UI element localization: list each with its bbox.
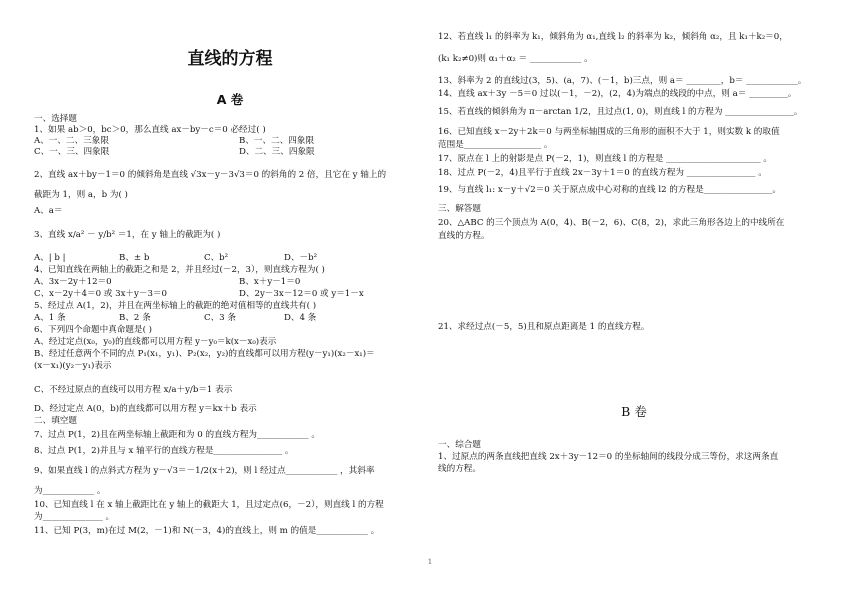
question-5-option-b: B、2 条: [119, 313, 151, 323]
question-3: 3、直线 x/a² － y/b² ＝1，在 y 轴上的截距为( ): [34, 230, 221, 240]
question-1-option-a: A、一、二、三象限: [34, 136, 109, 146]
question-17: 17、原点在 l 上的射影是点 P(－2，1)，则直线 l 的方程是 ______________________ 。: [438, 154, 772, 164]
question-20: 20、△ABC 的三个顶点为 A(0，4)、B(－2，6)、C(8，2)，求此三角形各边上的中线所在: [438, 218, 785, 228]
question-2: 2、直线 ax＋by－1＝0 的倾斜角是直线 √3x－y－3√3＝0 的斜角的 2 倍，且它在 y 轴上的: [34, 170, 387, 180]
question-16-cont: 范围是__________________ 。: [438, 140, 553, 150]
question-5-option-c: C、3 条: [204, 313, 236, 323]
question-6: 6、下列四个命题中真命题是( ): [34, 325, 153, 335]
question-3-option-b: B、± b: [119, 253, 150, 263]
page-title: 直线的方程: [187, 49, 273, 69]
question-4-option-a: A、3x－2y＋12＝0: [34, 277, 112, 287]
question-4-option-d: D、2y－3x－12＝0 或 y＝1－x: [239, 289, 364, 299]
section-a-title: A 卷: [216, 92, 244, 107]
page-number: 1: [427, 558, 433, 566]
question-19: 19、与直线 l₁: x－y＋√2＝0 关于原点成中心对称的直线 l2 的方程是________________。: [438, 185, 782, 195]
question-9: 9、如果直线 l 的点斜式方程为 y－√3＝－1/2(x＋2)，则 l 经过点____________ ，其斜率: [34, 466, 375, 476]
question-5-option-a: A、1 条: [34, 313, 66, 323]
question-7: 7、过点 P(1，2)且在两坐标轴上截距和为 0 的直线方程为____________ 。: [34, 430, 320, 440]
question-16: 16、已知直线 x－2y＋2k＝0 与两坐标轴围成的三角形的面积不大于 1，则实数 k 的取值: [438, 127, 780, 137]
question-15: 15、若直线的倾斜角为 π－arctan 1/2，且过点(1, 0)，则直线 l 的方程为 ________________。: [438, 107, 803, 117]
question-10-cont: 为______________ 。: [34, 512, 115, 522]
question-b1-cont: 线的方程。: [438, 464, 481, 474]
question-6-option-c: C、不经过原点的直线可以用方程 x/a＋y/b＝1 表示: [34, 385, 233, 395]
question-1-option-b: B、一、二、四象限: [239, 136, 315, 146]
question-14: 14、直线 ax＋3y －5＝0 过以(－1，－2)，(2，4)为端点的线段的中点，则 a＝ _________。: [438, 89, 797, 99]
question-9-cont: 为____________ 。: [34, 486, 106, 496]
question-6-option-b-cont: (x－x₁)(y₂－y₁)表示: [34, 361, 112, 371]
question-1: 1、如果 ab＞0，bc＞0，那么直线 ax－by－c＝0 必经过( ): [34, 125, 266, 135]
question-b1: 1、过原点的两条直线把直线 2x＋3y－12＝0 的坐标轴间的线段分成三等份，求这两条直: [438, 452, 779, 462]
question-12: 12、若直线 l₁ 的斜率为 k₁，倾斜角为 α₁,直线 l₂ 的斜率为 k₂，倾斜角 α₂，且 k₁＋k₂＝0，: [438, 32, 788, 42]
question-6-option-b: B、经过任意两个不同的点 P₁(x₁，y₁)、P₂(x₂，y₂)的直线都可以用方程(y－y₁)(x₂－x₁)＝: [34, 349, 375, 359]
question-18: 18、过点 P(－2，4)且平行于直线 2x－3y＋1＝0 的直线方程为 ________________ 。: [438, 168, 767, 178]
question-4-option-c: C、x－2y＋4＝0 或 3x＋y－3＝0: [34, 289, 167, 299]
question-13: 13、斜率为 2 的直线过(3，5)、(a，7)、(－1，b)三点，则 a＝ ________，b＝ ____________。: [438, 76, 807, 86]
section-heading-comprehensive: 一、综合题: [438, 440, 481, 450]
question-4-option-b: B、x＋y－1＝0: [239, 277, 301, 287]
question-12-cont: (k₁ k₂≠0)则 α₁＋α₂ ＝ ____________ 。: [438, 54, 593, 64]
section-b-title: B 卷: [621, 404, 647, 419]
question-11: 11、已知 P(3，m)在过 M(2，－1)和 N(－3，4)的直线上，则 m 的值是____________ 。: [34, 526, 380, 536]
question-5: 5、经过点 A(1，2)，并且在两坐标轴上的截距的绝对值相等的直线共有( ): [34, 301, 317, 311]
question-4: 4、已知直线在两轴上的截距之和是 2，并且经过(－2，3），则直线方程为( ): [34, 265, 325, 275]
question-6-option-d: D、经过定点 A(0，b)的直线都可以用方程 y＝kx＋b 表示: [34, 404, 257, 414]
section-heading-fill: 二、填空题: [34, 416, 77, 426]
question-20-cont: 直线的方程。: [438, 231, 490, 241]
question-3-option-d: D、－b²: [284, 253, 318, 263]
question-21: 21、求经过点(－5，5)且和原点距离是 1 的直线方程。: [438, 322, 650, 332]
question-5-option-d: D、4 条: [284, 313, 317, 323]
section-heading-answer: 三、解答题: [438, 204, 481, 214]
question-8: 8、过点 P(1，2)并且与 x 轴平行的直线方程是________________ 。: [34, 446, 294, 456]
question-2-cont: 截距为 1，则 a，b 为( ): [34, 190, 128, 200]
question-6-option-a: A、经过定点(x₀，y₀)的直线都可以用方程 y－y₀＝k(x－x₀)表示: [34, 337, 277, 347]
question-1-option-d: D、二、三、四象限: [239, 147, 315, 157]
question-2-option-a: A、a＝: [34, 206, 63, 216]
question-1-option-c: C、一、三、四象限: [34, 147, 110, 157]
question-3-option-c: C、b²: [204, 253, 229, 263]
question-10: 10、已知直线 l 在 x 轴上截距比在 y 轴上的截距大 1，且过定点(6，－2），则直线 l 的方程: [34, 500, 384, 510]
section-heading-choice: 一、选择题: [34, 114, 77, 124]
question-3-option-a: A、| b |: [34, 253, 66, 263]
